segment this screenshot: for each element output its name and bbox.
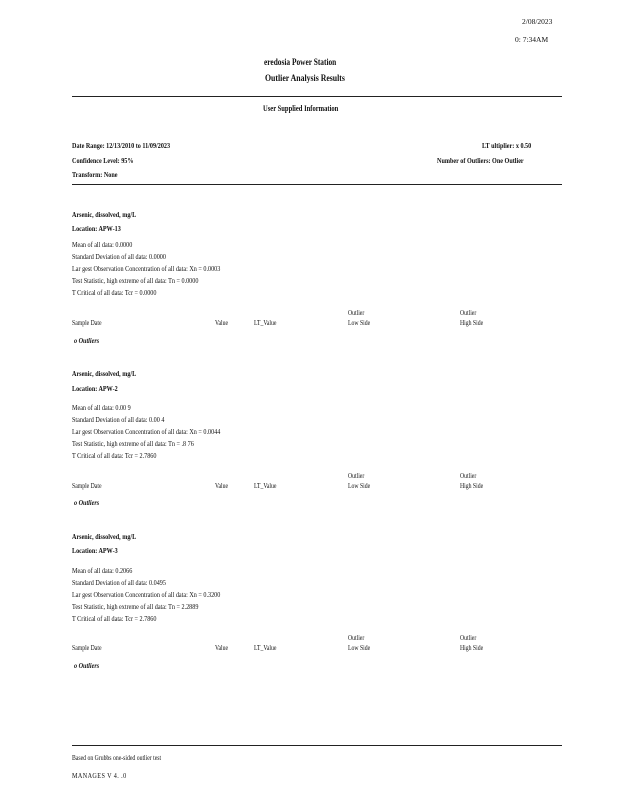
location-label: Location: APW-13: [72, 224, 121, 233]
col-outlier-low-2: Low Side: [348, 644, 371, 652]
stddev-line: Standard Deviation of all data: 0.00 4: [72, 415, 165, 424]
test-stat-line: Test Statistic, high extreme of all data: Tn = 2.2889: [72, 602, 199, 611]
col-outlier-high-1: Outlier: [460, 472, 477, 480]
station-name: eredosia Power Station: [264, 57, 337, 67]
col-outlier-high-2: High Side: [460, 482, 484, 490]
col-sample-date: Sample Date: [72, 319, 102, 327]
col-outlier-low-1: Outlier: [348, 472, 365, 480]
outlier-result: o Outliers: [74, 498, 100, 507]
outlier-result: o Outliers: [74, 336, 100, 345]
largest-line: Lar gest Observation Concentration of all data: Xn = 0.0044: [72, 427, 221, 436]
stddev-line: Standard Deviation of all data: 0.0000: [72, 252, 166, 261]
t-critical-line: T Critical of all data: Tcr = 2.7860: [72, 451, 157, 460]
mean-line: Mean of all data: 0.0000: [72, 240, 133, 249]
confidence-level: Confidence Level: 95%: [72, 156, 134, 165]
report-time: 0: 7:34AM: [515, 35, 549, 44]
stddev-line: Standard Deviation of all data: 0.0495: [72, 578, 166, 587]
col-outlier-low-1: Outlier: [348, 634, 365, 642]
col-value: Value: [215, 644, 229, 652]
header-divider: [72, 96, 562, 97]
date-range: Date Range: 12/13/2010 to 11/09/2023: [72, 141, 171, 150]
info-divider: [72, 184, 562, 185]
col-outlier-high-2: High Side: [460, 319, 484, 327]
test-stat-line: Test Statistic, high extreme of all data: Tn = 0.0000: [72, 276, 199, 285]
col-sample-date: Sample Date: [72, 482, 102, 490]
location-label: Location: APW-3: [72, 546, 118, 555]
col-lt-value: LT_Value: [254, 319, 277, 327]
number-of-outliers: Number of Outliers: One Outlier: [437, 156, 524, 165]
parameter-label: Arsenic, dissolved, mg/L: [72, 210, 137, 219]
largest-line: Lar gest Observation Concentration of all data: Xn = 0.3200: [72, 590, 221, 599]
location-label: Location: APW-2: [72, 384, 118, 393]
footer-note: Based on Grubbs one-sided outlier test: [72, 754, 162, 762]
parameter-label: Arsenic, dissolved, mg/L: [72, 532, 137, 541]
largest-line: Lar gest Observation Concentration of all data: Xn = 0.0003: [72, 264, 221, 273]
t-critical-line: T Critical of all data: Tcr = 0.0000: [72, 288, 157, 297]
col-outlier-low-1: Outlier: [348, 309, 365, 317]
col-lt-value: LT_Value: [254, 482, 277, 490]
col-outlier-low-2: Low Side: [348, 319, 371, 327]
col-sample-date: Sample Date: [72, 644, 102, 652]
col-outlier-high-1: Outlier: [460, 634, 477, 642]
t-critical-line: T Critical of all data: Tcr = 2.7860: [72, 614, 157, 623]
mean-line: Mean of all data: 0.00 9: [72, 403, 131, 412]
mean-line: Mean of all data: 0.2066: [72, 566, 133, 575]
report-date: 2/08/2023: [522, 17, 553, 26]
transform: Transform: None: [72, 170, 118, 179]
parameter-label: Arsenic, dissolved, mg/L: [72, 369, 137, 378]
software-version: MANAGES V 4. .0: [72, 771, 127, 780]
footer-divider: [72, 745, 562, 746]
col-lt-value: LT_Value: [254, 644, 277, 652]
col-outlier-high-2: High Side: [460, 644, 484, 652]
test-stat-line: Test Statistic, high extreme of all data: Tn = .8 76: [72, 439, 194, 448]
col-outlier-high-1: Outlier: [460, 309, 477, 317]
outlier-result: o Outliers: [74, 661, 100, 670]
col-value: Value: [215, 482, 229, 490]
lt-multiplier: LT ultiplier: x 0.50: [482, 141, 532, 150]
section-title: User Supplied Information: [263, 104, 339, 113]
report-title: Outlier Analysis Results: [265, 74, 345, 84]
col-value: Value: [215, 319, 229, 327]
col-outlier-low-2: Low Side: [348, 482, 371, 490]
